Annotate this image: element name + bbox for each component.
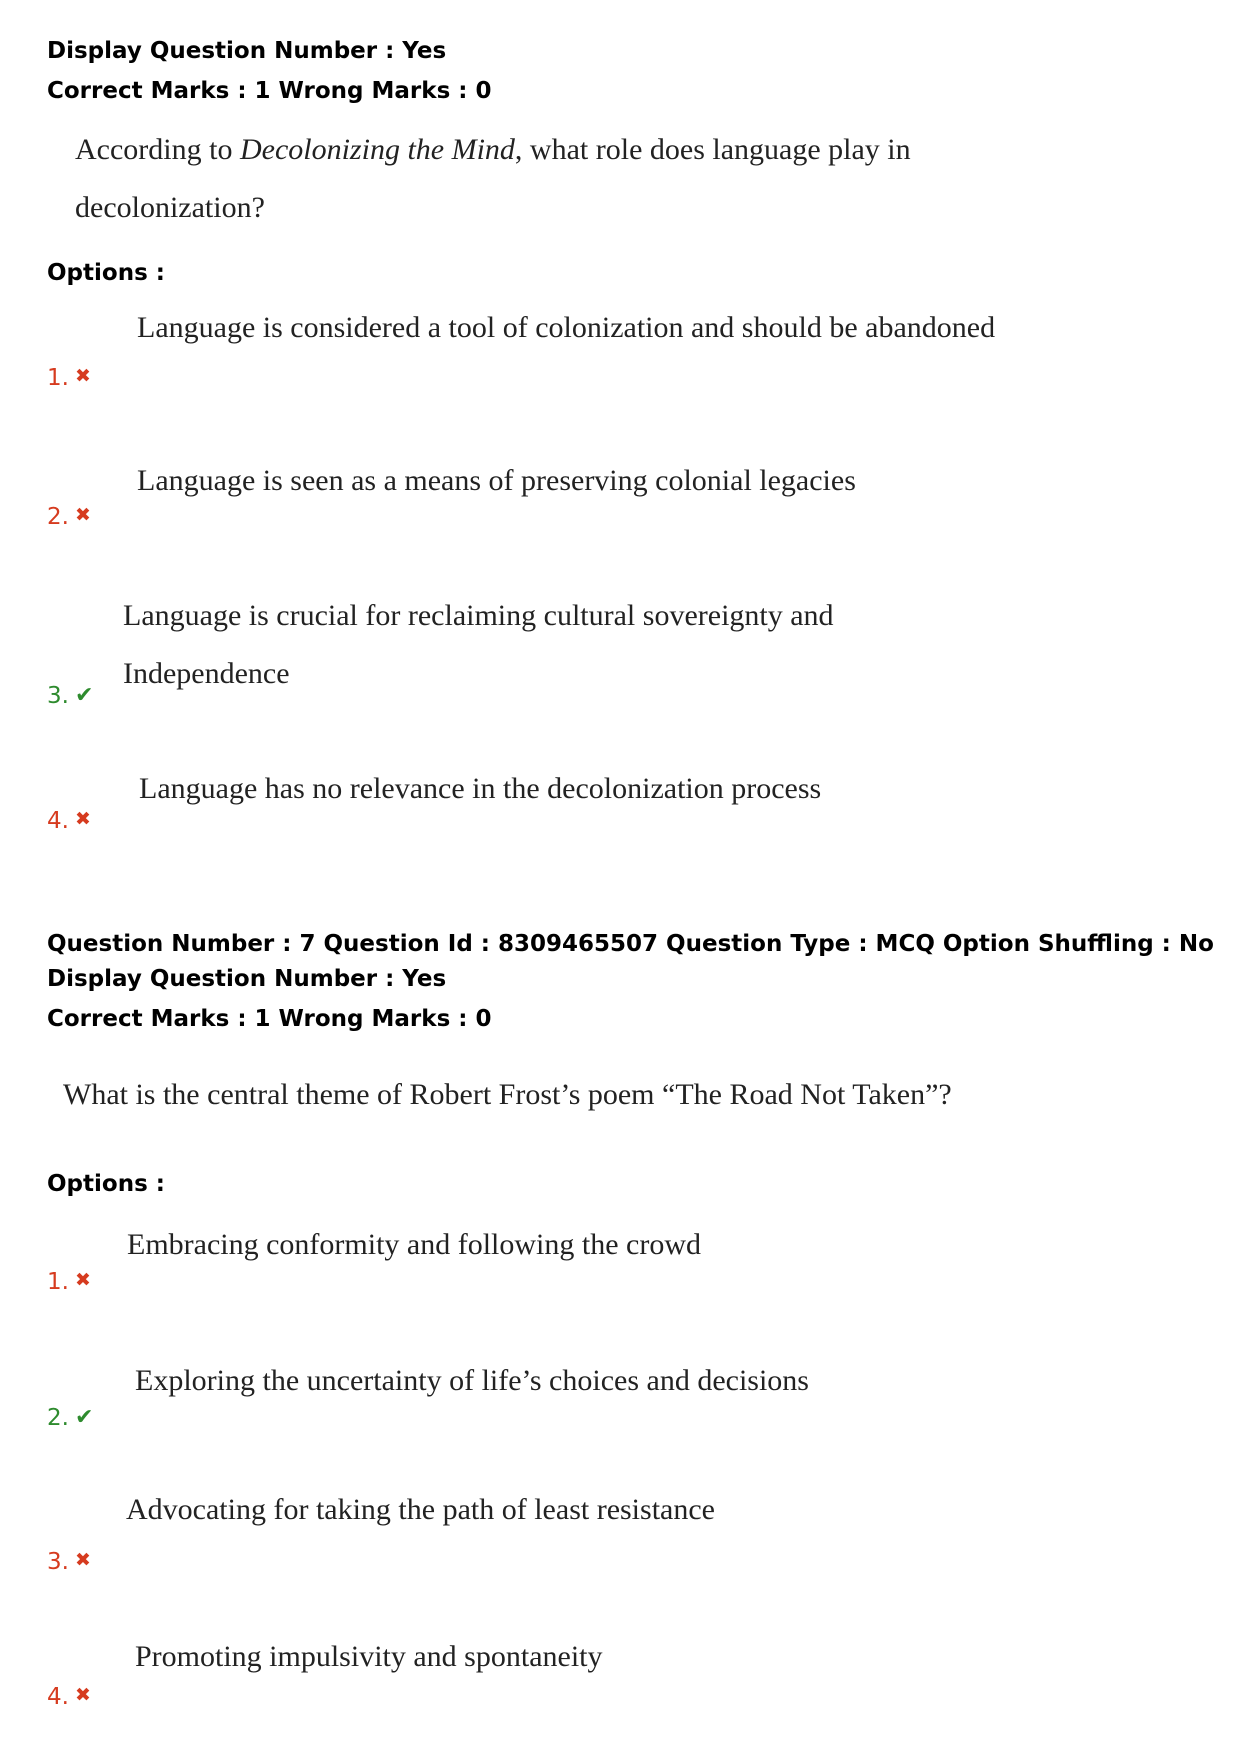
options-label: Options : (47, 1171, 165, 1197)
display-question-number: Display Question Number : Yes (47, 38, 447, 64)
option-text: Promoting impulsivity and spontaneity (135, 1640, 603, 1673)
question-text (75, 133, 911, 167)
display-question-number: Display Question Number : Yes (47, 966, 447, 992)
option-text: Embracing conformity and following the crowd (127, 1228, 702, 1261)
option-text: Advocating for taking the path of least resistance (126, 1493, 715, 1526)
option-number (47, 682, 93, 711)
question-header: Question Number : 7 Question Id : 8309465507 Question Type : MCQ Option Shuffling : No (47, 931, 1214, 957)
option-number-label: 1. (47, 365, 69, 391)
option-number (47, 1404, 93, 1433)
option-number-label: 2. (47, 1405, 69, 1431)
option-text: Language has no relevance in the decolonization process (139, 772, 822, 805)
wrong-icon: ✖ (74, 1549, 91, 1571)
option-number-label: 2. (47, 504, 69, 530)
check-icon: ✔ (74, 1405, 94, 1430)
option-number-label: 3. (47, 1549, 69, 1575)
option-text: Language is considered a tool of colonization and should be abandoned (137, 311, 996, 344)
question-text-title: Decolonizing the Mind (239, 133, 515, 166)
question-text: What is the central theme of Robert Frost’s poem “The Road Not Taken”? (63, 1078, 952, 1111)
option-text-line2: Independence (123, 657, 290, 690)
wrong-icon: ✖ (74, 365, 91, 387)
option-number-label: 3. (47, 683, 69, 709)
option-number (47, 1548, 91, 1577)
option-number (47, 1268, 91, 1297)
option-number (47, 807, 91, 836)
marks-info: Correct Marks : 1 Wrong Marks : 0 (47, 78, 492, 104)
check-icon: ✔ (74, 683, 94, 708)
question-text-post: , what role does language play in (514, 133, 911, 166)
option-number (47, 503, 91, 532)
options-label: Options : (47, 260, 165, 286)
marks-info: Correct Marks : 1 Wrong Marks : 0 (47, 1006, 492, 1032)
option-text: Language is crucial for reclaiming cultural sovereignty and (123, 599, 834, 632)
question-text-pre: According to (75, 133, 240, 166)
question-text-line2: decolonization? (75, 191, 265, 224)
option-number-label: 4. (47, 1684, 69, 1710)
wrong-icon: ✖ (74, 504, 91, 526)
wrong-icon: ✖ (74, 1684, 91, 1706)
option-text: Exploring the uncertainty of life’s choices and decisions (135, 1364, 809, 1397)
option-number-label: 4. (47, 808, 69, 834)
wrong-icon: ✖ (74, 808, 91, 830)
wrong-icon: ✖ (74, 1269, 91, 1291)
option-number-label: 1. (47, 1269, 69, 1295)
option-number (47, 1683, 91, 1712)
option-text: Language is seen as a means of preserving colonial legacies (137, 464, 856, 497)
option-number (47, 364, 91, 393)
